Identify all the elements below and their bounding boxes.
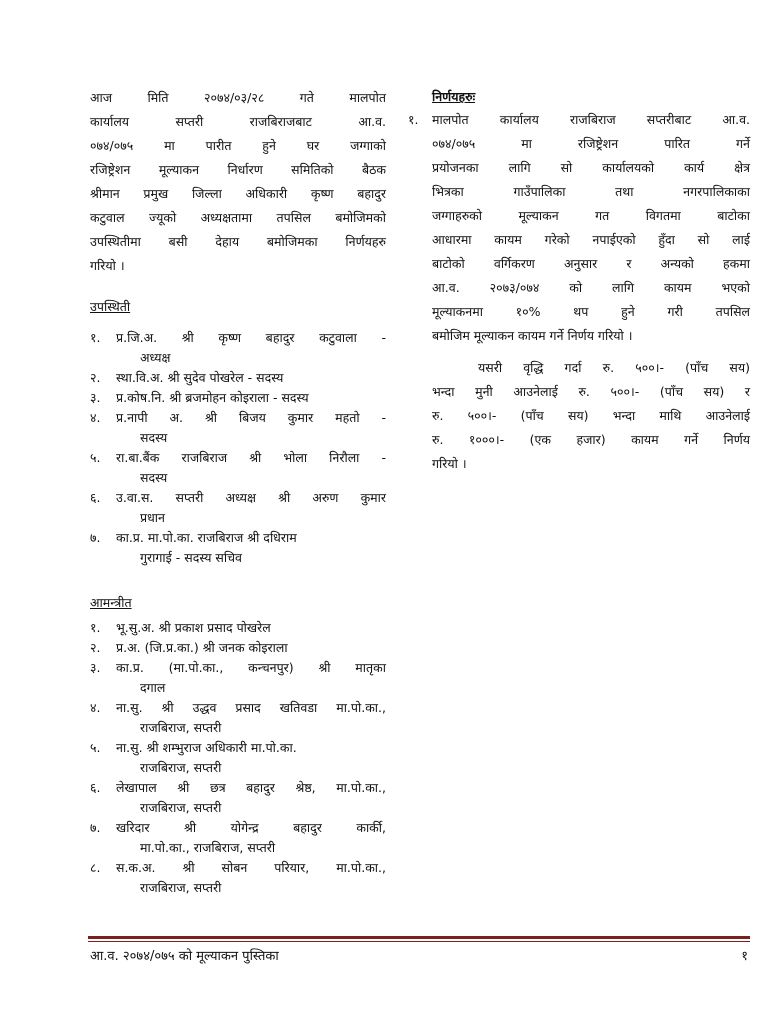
item-continuation: राजबिराज, सप्तरी [140,800,222,815]
item-text: का.प्र. (मा.पो.का., कन्चनपुर) श्री मातृका [116,660,386,675]
item-text: प्र.अ. (जि.प्र.का.) श्री जनक कोइराला [116,640,288,655]
list-item [90,408,386,448]
list-item [90,328,386,368]
intro-line: ०७४/०७५ मा पारीत हुने घर जग्गाको [90,138,386,153]
intro-line: कटुवाल ज्यूको अध्यक्षतामा तपसिल बमोजिमको [90,210,386,225]
paragraph-line: भन्दा मुनी आउनेलाई रु. ५००।- (पाँच सय) र [432,384,750,399]
item-number: १. [90,330,101,345]
paragraph-line: मूल्याकनमा १०% थप हुने गरी तपसिल [432,304,750,319]
item-number: ७. [90,530,101,545]
list-item [90,448,386,488]
intro-line: गरियो । [90,258,125,273]
item-number: ५. [90,450,101,465]
paragraph-line: ०७४/०७५ मा रजिष्ट्रेशन पारित गर्ने [432,136,750,151]
footer-divider [88,936,750,939]
paragraph-line: भित्रका गाउँपालिका तथा नगरपालिकाका [432,184,750,199]
item-number: १. [408,112,419,127]
intro-paragraph [90,86,386,278]
item-number: २. [90,370,101,385]
footer-divider-thin [88,941,750,942]
item-number: १. [90,620,101,635]
item-continuation: मा.पो.का., राजबिराज, सप्तरी [140,840,276,855]
paragraph-line: जग्गाहरुको मूल्याकन गत विगतमा बाटोका [432,208,750,223]
item-number: ३. [90,660,101,675]
attendance-list [90,328,386,568]
list-item [90,818,386,858]
paragraph-line: आ.व. २०७३/०७४ को लागि कायम भएको [432,280,750,295]
list-item [90,618,386,638]
item-number: ६. [90,780,101,795]
list-item [90,488,386,528]
item-number: ५. [90,740,101,755]
paragraph-line: प्रयोजनका लागि सो कार्यालयको कार्य क्षेत्र [432,160,750,175]
item-text: खरिदार श्री योगेन्द्र बहादुर कार्की, [116,820,386,835]
intro-line: आज मिति २०७४/०३/२८ गते मालपोत [90,90,386,105]
item-continuation: प्रधान [140,510,165,525]
left-column [90,86,386,898]
item-text: का.प्र. मा.पो.का. राजबिराज श्री दधिराम [116,530,297,545]
item-continuation: अध्यक्ष [140,350,171,365]
item-number: ४. [90,410,101,425]
paragraph-line: रु. १०००।- (एक हजार) कायम गर्ने निर्णय [432,432,750,447]
decision-paragraph-2 [432,356,750,476]
invitees-heading: आमन्त्रीत [90,595,132,610]
paragraph-line: मालपोत कार्यालय राजबिराज सप्तरीबाट आ.व. [432,112,750,127]
paragraph-line: बाटोको वर्गिकरण अनुसार र अन्यको हकमा [432,256,750,271]
attendance-heading: उपस्थिती [90,299,131,314]
paragraph-line: गरियो । [432,456,467,471]
intro-line: कार्यालय सप्तरी राजबिराजबाट आ.व. [90,114,386,129]
item-number: ४. [90,700,101,715]
list-item [90,858,386,898]
list-item [90,368,386,388]
right-column [408,86,750,476]
item-text: प्र.जि.अ. श्री कृष्ण बहादुर कटुवाला - [116,330,386,345]
item-number: ६. [90,490,101,505]
paragraph-line: यसरी वृद्धि गर्दा रु. ५००।- (पाँच सय) [478,360,750,375]
list-item [90,698,386,738]
footer-title: आ.व. २०७४/०७५ को मूल्याकन पुस्तिका [90,949,279,964]
invitees-list [90,618,386,898]
intro-line: रजिष्ट्रेशन मूल्याकन निर्धारण समितिको बैठक [90,162,386,177]
item-text: ना.सु. श्री उद्धव प्रसाद खतिवडा मा.पो.का., [116,700,386,715]
item-text: लेखापाल श्री छत्र बहादुर श्रेष्ठ, मा.पो.का., [116,780,386,795]
list-item [90,528,386,568]
item-continuation: दगाल [140,680,166,695]
item-number: ३. [90,390,101,405]
intro-line: उपस्थितीमा बसी देहाय बमोजिमका निर्णयहरु [90,234,386,249]
item-text: भू.सु.अ. श्री प्रकाश प्रसाद पोखरेल [116,620,271,635]
item-text: रा.बा.बैंक राजबिराज श्री भोला निरौला - [116,450,386,465]
list-item [90,658,386,698]
paragraph-line: आधारमा कायम गरेको नपाईएको हुँदा सो लाई [432,232,750,247]
list-item [90,778,386,818]
item-continuation: सदस्य [140,470,168,485]
item-continuation: सदस्य [140,430,168,445]
decision-item [408,108,750,476]
list-item [90,738,386,778]
item-text: ना.सु. श्री शम्भुराज अधिकारी मा.पो.का. [116,740,297,755]
list-item [90,388,386,408]
item-text: प्र.नापी अ. श्री बिजय कुमार महतो - [116,410,386,425]
item-text: स्था.वि.अ. श्री सुदेव पोखरेल - सदस्य [116,370,284,385]
paragraph-line: बमोजिम मूल्याकन कायम गर्ने निर्णय गरियो । [432,328,633,343]
item-continuation: राजबिराज, सप्तरी [140,880,222,895]
decisions-heading: निर्णयहरुः [432,89,476,104]
paragraph-line: रु. ५००।- (पाँच सय) भन्दा माथि आउनेलाई [432,408,750,423]
item-number: ८. [90,860,101,875]
intro-line: श्रीमान प्रमुख जिल्ला अधिकारी कृष्ण बहादुर [90,186,386,201]
item-text: उ.वा.स. सप्तरी अध्यक्ष श्री अरुण कुमार [116,490,386,505]
item-continuation: राजबिराज, सप्तरी [140,760,222,775]
item-text: स.क.अ. श्री सोबन परियार, मा.पो.का., [116,860,386,875]
list-item [90,638,386,658]
item-text: प्र.कोष.नि. श्री ब्रजमोहन कोइराला - सदस्य [116,390,309,405]
page-number: १ [741,949,748,964]
item-number: २. [90,640,101,655]
item-continuation: गुरागाई - सदस्य सचिव [140,550,243,565]
item-continuation: राजबिराज, सप्तरी [140,720,222,735]
item-number: ७. [90,820,101,835]
decision-paragraph [432,108,750,476]
